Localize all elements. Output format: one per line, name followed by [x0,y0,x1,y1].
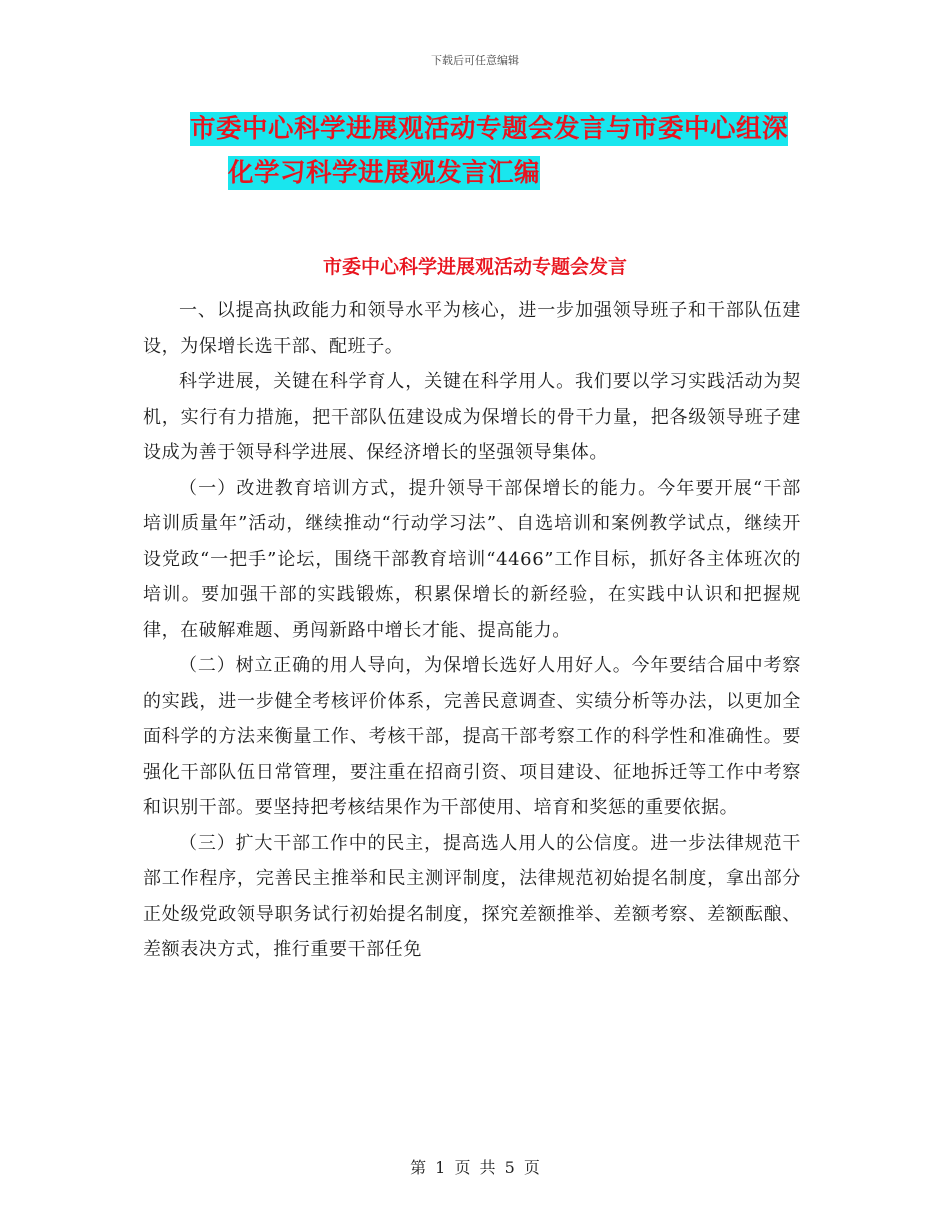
paragraph: （三）扩大干部工作中的民主，提高选人用人的公信度。进一步法律规范干部工作程序，完善民主推举和民主测评制度，法律规范初始提名制度，拿出部分正处级党政领导职务试行初始提名制度，探究差额推举、差额考察、差额酝酿、差额表决方式，推行重要干部任免 [143,832,801,960]
section-subtitle: 市委中心科学进展观活动专题会发言 [322,256,627,278]
header-note: 下载后可任意编辑 [431,54,519,67]
paragraph: 一、以提高执政能力和领导水平为核心，进一步加强领导班子和干部队伍建设，为保增长选干部、配班子。 [143,300,801,357]
document-body [143,293,801,968]
title-line-1: 市委中心科学进展观活动专题会发言与市委中心组深 [190,114,789,144]
paragraph: 科学进展，关键在科学育人，关键在科学用人。我们要以学习实践活动为契机，实行有力措施，把干部队伍建设成为保增长的骨干力量，把各级领导班子建设成为善于领导科学进展、保经济增长的坚强领导集体。 [143,371,801,463]
page-indicator: 第 1 页 共 5 页 [410,1158,540,1177]
paragraph: （二）树立正确的用人导向，为保增长选好人用好人。今年要结合届中考察的实践，进一步健全考核评价体系，完善民意调查、实绩分析等办法，以更加全面科学的方法来衡量工作、考核干部，提高干部考察工作的科学性和准确性。要强化干部队伍日常管理，要注重在招商引资、项目建设、征地拆迁等工作中考察和识别干部。要坚持把考核结果作为干部使用、培育和奖惩的重要依据。 [143,655,801,818]
document-title [190,112,810,190]
paragraph: （一）改进教育培训方式，提升领导干部保增长的能力。今年要开展“干部培训质量年”活动，继续推动“行动学习法”、自选培训和案例教学试点，继续开设党政“一把手”论坛，围绕干部教育培训“4466”工作目标，抓好各主体班次的培训。要加强干部的实践锻炼，积累保增长的新经验，在实践中认识和把握规律，在破解难题、勇闯新路中增长才能、提高能力。 [143,477,801,641]
title-line-2: 化学习科学进展观发言汇编 [228,158,541,188]
